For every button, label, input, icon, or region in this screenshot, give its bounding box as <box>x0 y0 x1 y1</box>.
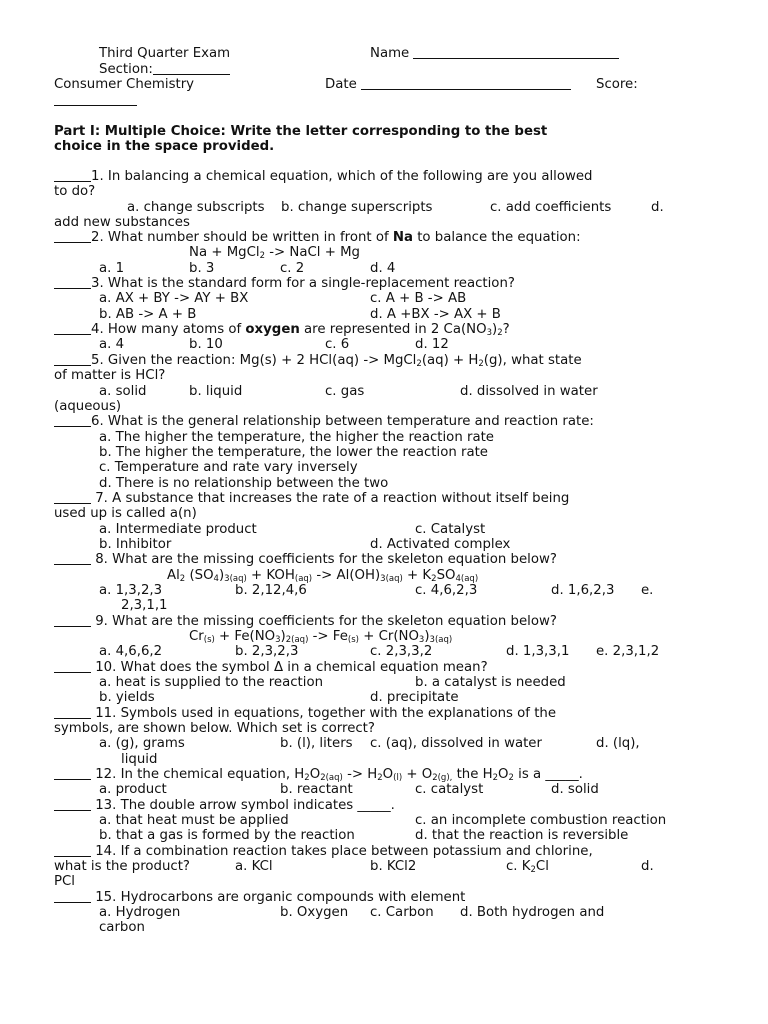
answer-blank-11[interactable] <box>54 706 91 719</box>
q11-option-d: d. (lq), <box>596 736 640 751</box>
q11-option-d-text: liquid <box>121 752 158 767</box>
question-7-cont: used up is called a(n) <box>54 506 197 521</box>
question-11: 11. Symbols used in equations, together with the explanations of the <box>54 706 556 721</box>
q10-option-b: b. a catalyst is needed <box>415 675 566 690</box>
q15-option-c: c. Carbon <box>370 905 434 920</box>
answer-blank-2[interactable] <box>54 230 91 243</box>
q5-option-a: a. solid <box>99 384 147 399</box>
answer-blank-14[interactable] <box>54 844 91 857</box>
question-3: 3. What is the standard form for a single-replacement reaction? <box>54 276 515 291</box>
section-field[interactable]: Section: <box>99 62 230 77</box>
q1-option-d-text: add new substances <box>54 215 190 230</box>
q10-option-a: a. heat is supplied to the reaction <box>99 675 324 690</box>
q5-option-c: c. gas <box>325 384 365 399</box>
question-14: 14. If a combination reaction takes place between potassium and chlorine, <box>54 844 593 859</box>
q6-option-d: d. There is no relationship between the two <box>99 476 389 491</box>
answer-blank-12[interactable] <box>54 767 91 780</box>
q9-option-b: b. 2,3,2,3 <box>235 644 299 659</box>
q11-option-a: a. (g), grams <box>99 736 185 751</box>
q12-option-a: a. product <box>99 782 167 797</box>
q2-option-a: a. 1 <box>99 261 125 276</box>
q8-option-d: d. 1,6,2,3 <box>551 583 615 598</box>
q1-option-a: a. change subscripts <box>127 200 265 215</box>
q5-option-b: b. liquid <box>189 384 243 399</box>
q6-option-a: a. The higher the temperature, the higher the reaction rate <box>99 430 494 445</box>
q11-option-b: b. (l), liters <box>280 736 353 751</box>
q13-option-a: a. that heat must be applied <box>99 813 289 828</box>
name-field[interactable]: Name <box>370 46 619 61</box>
answer-blank-5[interactable] <box>54 353 91 366</box>
q1-option-c: c. add coefficients <box>490 200 612 215</box>
instructions-line-1: Part I: Multiple Choice: Write the letter corresponding to the best <box>54 124 548 139</box>
q9-option-e: e. 2,3,1,2 <box>596 644 660 659</box>
question-9: 9. What are the missing coefficients for the skeleton equation below? <box>54 614 557 629</box>
answer-blank-9[interactable] <box>54 614 91 627</box>
question-13: 13. The double arrow symbol indicates _____. <box>54 798 395 813</box>
question-15: 15. Hydrocarbons are organic compounds with element <box>54 890 465 905</box>
question-6: 6. What is the general relationship between temperature and reaction rate: <box>54 414 594 429</box>
q8-option-c: c. 4,6,2,3 <box>415 583 478 598</box>
q15-option-d-text: carbon <box>99 920 145 935</box>
q13-option-d: d. that the reaction is reversible <box>415 828 629 843</box>
q4-option-d: d. 12 <box>415 337 449 352</box>
exam-title: Third Quarter Exam <box>99 46 231 61</box>
subject-label: Consumer Chemistry <box>54 77 195 92</box>
question-12: 12. In the chemical equation, $H_2O_{2(aq)} -> H_2O_{(l)} + O_{2(g),}$ the $H_2O_2$ is a _____. <box>54 767 583 782</box>
instructions-line-2: choice in the space provided. <box>54 139 275 154</box>
q2-equation: Na + MgCl$_2$ -> NaCl + Mg <box>189 245 360 261</box>
question-8: 8. What are the missing coefficients for the skeleton equation below? <box>54 552 557 567</box>
q9-option-d: d. 1,3,3,1 <box>506 644 570 659</box>
q13-option-c: c. an incomplete combustion reaction <box>415 813 667 828</box>
question-1-cont: to do? <box>54 184 96 199</box>
answer-blank-13[interactable] <box>54 798 91 811</box>
q7-option-c: c. Catalyst <box>415 522 486 537</box>
question-2: 2. What number should be written in front of Na to balance the equation: <box>54 230 581 245</box>
score-label: Score: <box>596 77 638 92</box>
q12-option-c: c. catalyst <box>415 782 484 797</box>
score-field[interactable] <box>54 93 137 108</box>
q13-option-b: b. that a gas is formed by the reaction <box>99 828 355 843</box>
answer-blank-1[interactable] <box>54 169 91 182</box>
q9-option-c: c. 2,3,3,2 <box>370 644 433 659</box>
q8-equation: $Al_2$ $(SO_4)_{3(aq)} + KOH_{(aq)} -> Al(OH)_{3(aq)} + K_2SO_{4(aq)}$ <box>167 568 479 584</box>
answer-blank-7[interactable] <box>54 491 91 504</box>
date-field[interactable]: Date <box>325 77 571 92</box>
q10-option-c: b. yields <box>99 690 155 705</box>
question-1: 1. In balancing a chemical equation, which of the following are you allowed <box>54 169 593 184</box>
answer-blank-6[interactable] <box>54 414 91 427</box>
q15-option-d: d. Both hydrogen and <box>460 905 605 920</box>
q2-option-d: d. 4 <box>370 261 396 276</box>
q4-option-a: a. 4 <box>99 337 125 352</box>
q8-option-e: e. <box>641 583 654 598</box>
q11-option-c: c. (aq), dissolved in water <box>370 736 542 751</box>
q7-option-b: b. Inhibitor <box>99 537 172 552</box>
q14-option-d-text: PCl <box>54 874 75 889</box>
q14-option-c: c. $K_2Cl$ <box>506 859 549 875</box>
q15-option-a: a. Hydrogen <box>99 905 181 920</box>
question-11-cont: symbols, are shown below. Which set is correct? <box>54 721 375 736</box>
q5-option-d-text: (aqueous) <box>54 399 122 414</box>
q9-equation: $Cr_{(s)} + Fe(NO_3)_{2(aq)} -> Fe_{(s)} + Cr(NO_3)_{3(aq)}$ <box>189 629 453 645</box>
q3-option-b: b. AB -> A + B <box>99 307 197 322</box>
question-14-cont: what is the product? <box>54 859 190 874</box>
q12-option-d: d. solid <box>551 782 599 797</box>
answer-blank-3[interactable] <box>54 276 91 289</box>
question-5: 5. Given the reaction: Mg(s) + 2 HCl(aq) -> MgCl$_2$(aq) + $H_2(g)$, what state <box>54 353 582 368</box>
question-10: 10. What does the symbol Δ in a chemical equation mean? <box>54 660 488 675</box>
q14-option-b: b. KCl2 <box>370 859 417 874</box>
q8-option-e-text: 2,3,1,1 <box>121 598 168 613</box>
q4-option-c: c. 6 <box>325 337 350 352</box>
q3-option-d: d. A +BX -> AX + B <box>370 307 501 322</box>
question-7: 7. A substance that increases the rate of a reaction without itself being <box>54 491 569 506</box>
q1-option-d: d. <box>651 200 664 215</box>
q8-option-a: a. 1,3,2,3 <box>99 583 163 598</box>
q7-option-a: a. Intermediate product <box>99 522 257 537</box>
q3-option-c: c. A + B -> AB <box>370 291 467 306</box>
q14-option-d: d. <box>641 859 654 874</box>
q15-option-b: b. Oxygen <box>280 905 349 920</box>
q10-option-d: d. precipitate <box>370 690 459 705</box>
q6-option-c: c. Temperature and rate vary inversely <box>99 460 358 475</box>
q5-option-d: d. dissolved in water <box>460 384 598 399</box>
question-5-cont: of matter is HCl? <box>54 368 166 383</box>
q2-option-c: c. 2 <box>280 261 305 276</box>
answer-blank-8[interactable] <box>54 552 91 565</box>
q8-option-b: b. 2,12,4,6 <box>235 583 307 598</box>
q6-option-b: b. The higher the temperature, the lower the reaction rate <box>99 445 488 460</box>
answer-blank-15[interactable] <box>54 890 91 903</box>
q1-option-b: b. change superscripts <box>281 200 433 215</box>
q14-option-a: a. KCl <box>235 859 273 874</box>
question-4: 4. How many atoms of oxygen are represented in 2 $Ca(NO_3)_2$? <box>54 322 510 337</box>
q2-option-b: b. 3 <box>189 261 215 276</box>
answer-blank-10[interactable] <box>54 660 91 673</box>
q12-option-b: b. reactant <box>280 782 353 797</box>
q7-option-d: d. Activated complex <box>370 537 511 552</box>
q9-option-a: a. 4,6,6,2 <box>99 644 163 659</box>
answer-blank-4[interactable] <box>54 322 91 335</box>
q3-option-a: a. AX + BY -> AY + BX <box>99 291 249 306</box>
q4-option-b: b. 10 <box>189 337 223 352</box>
